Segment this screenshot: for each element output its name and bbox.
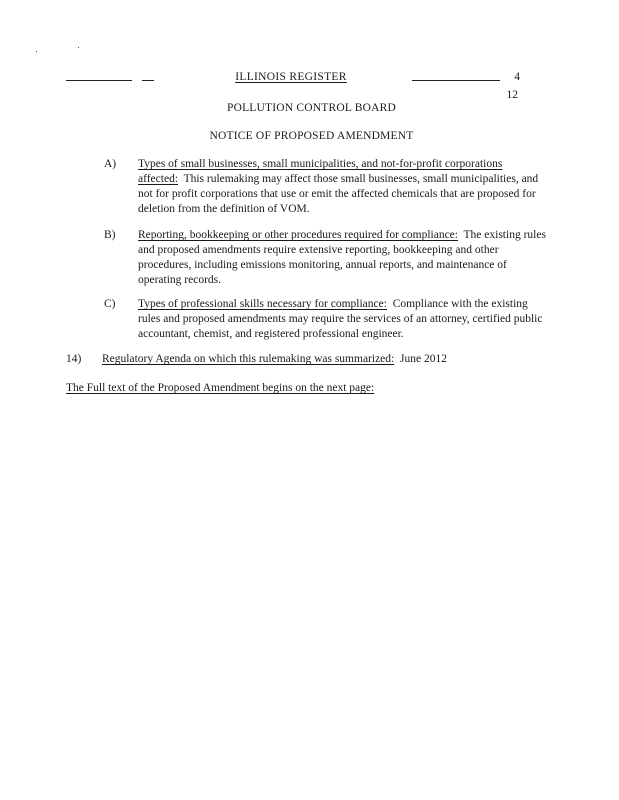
regulatory-agenda-heading: Regulatory Agenda on which this rulemaking was summarized: [102,353,395,365]
board-title: POLLUTION CONTROL BOARD [226,102,396,114]
item-heading: Types of small businesses, small municipalities, and not-for-profit corporations affected: [138,158,503,185]
scan-speck [36,51,37,52]
regulatory-agenda-body [102,352,447,367]
item-heading: Types of professional skills necessary for compliance: [138,298,387,310]
item-label: C) [104,298,116,310]
item-label: A) [104,158,117,170]
scan-speck [78,47,79,48]
page-number: 4 [514,71,520,83]
full-text-notice: The Full text of the Proposed Amendment begins on the next page: [66,382,375,394]
item-heading: Reporting, bookkeeping or other procedures required for compliance: [138,229,458,241]
notice-title: NOTICE OF PROPOSED AMENDMENT [209,130,414,142]
header-rule-right [412,80,500,81]
register-title: ILLINOIS REGISTER [235,71,347,83]
item-body [138,228,548,288]
volume-number: 12 [506,89,518,101]
regulatory-agenda-label: 14) [66,353,82,365]
item-label: B) [104,229,116,241]
item-text: Compliance with the existing rules and proposed amendments may require the services of an attorney, certified public accountant, chemist, and registered professional engineer. [138,298,543,340]
header-rule-left [66,80,132,81]
item-text: This rulemaking may affect those small businesses, small municipalities, and not for profit corporations that use or emit the affected chemicals that are proposed for deletion from the definition of VOM. [138,173,539,215]
regulatory-agenda-text: June 2012 [399,353,447,365]
item-body [138,297,548,342]
item-body [138,157,548,217]
item-text: The existing rules and proposed amendments require extensive reporting, bookkeeping and other procedures, including emissions monitoring, annual reports, and maintenance of operating records. [138,229,546,286]
header-rule-left-short [142,80,154,81]
